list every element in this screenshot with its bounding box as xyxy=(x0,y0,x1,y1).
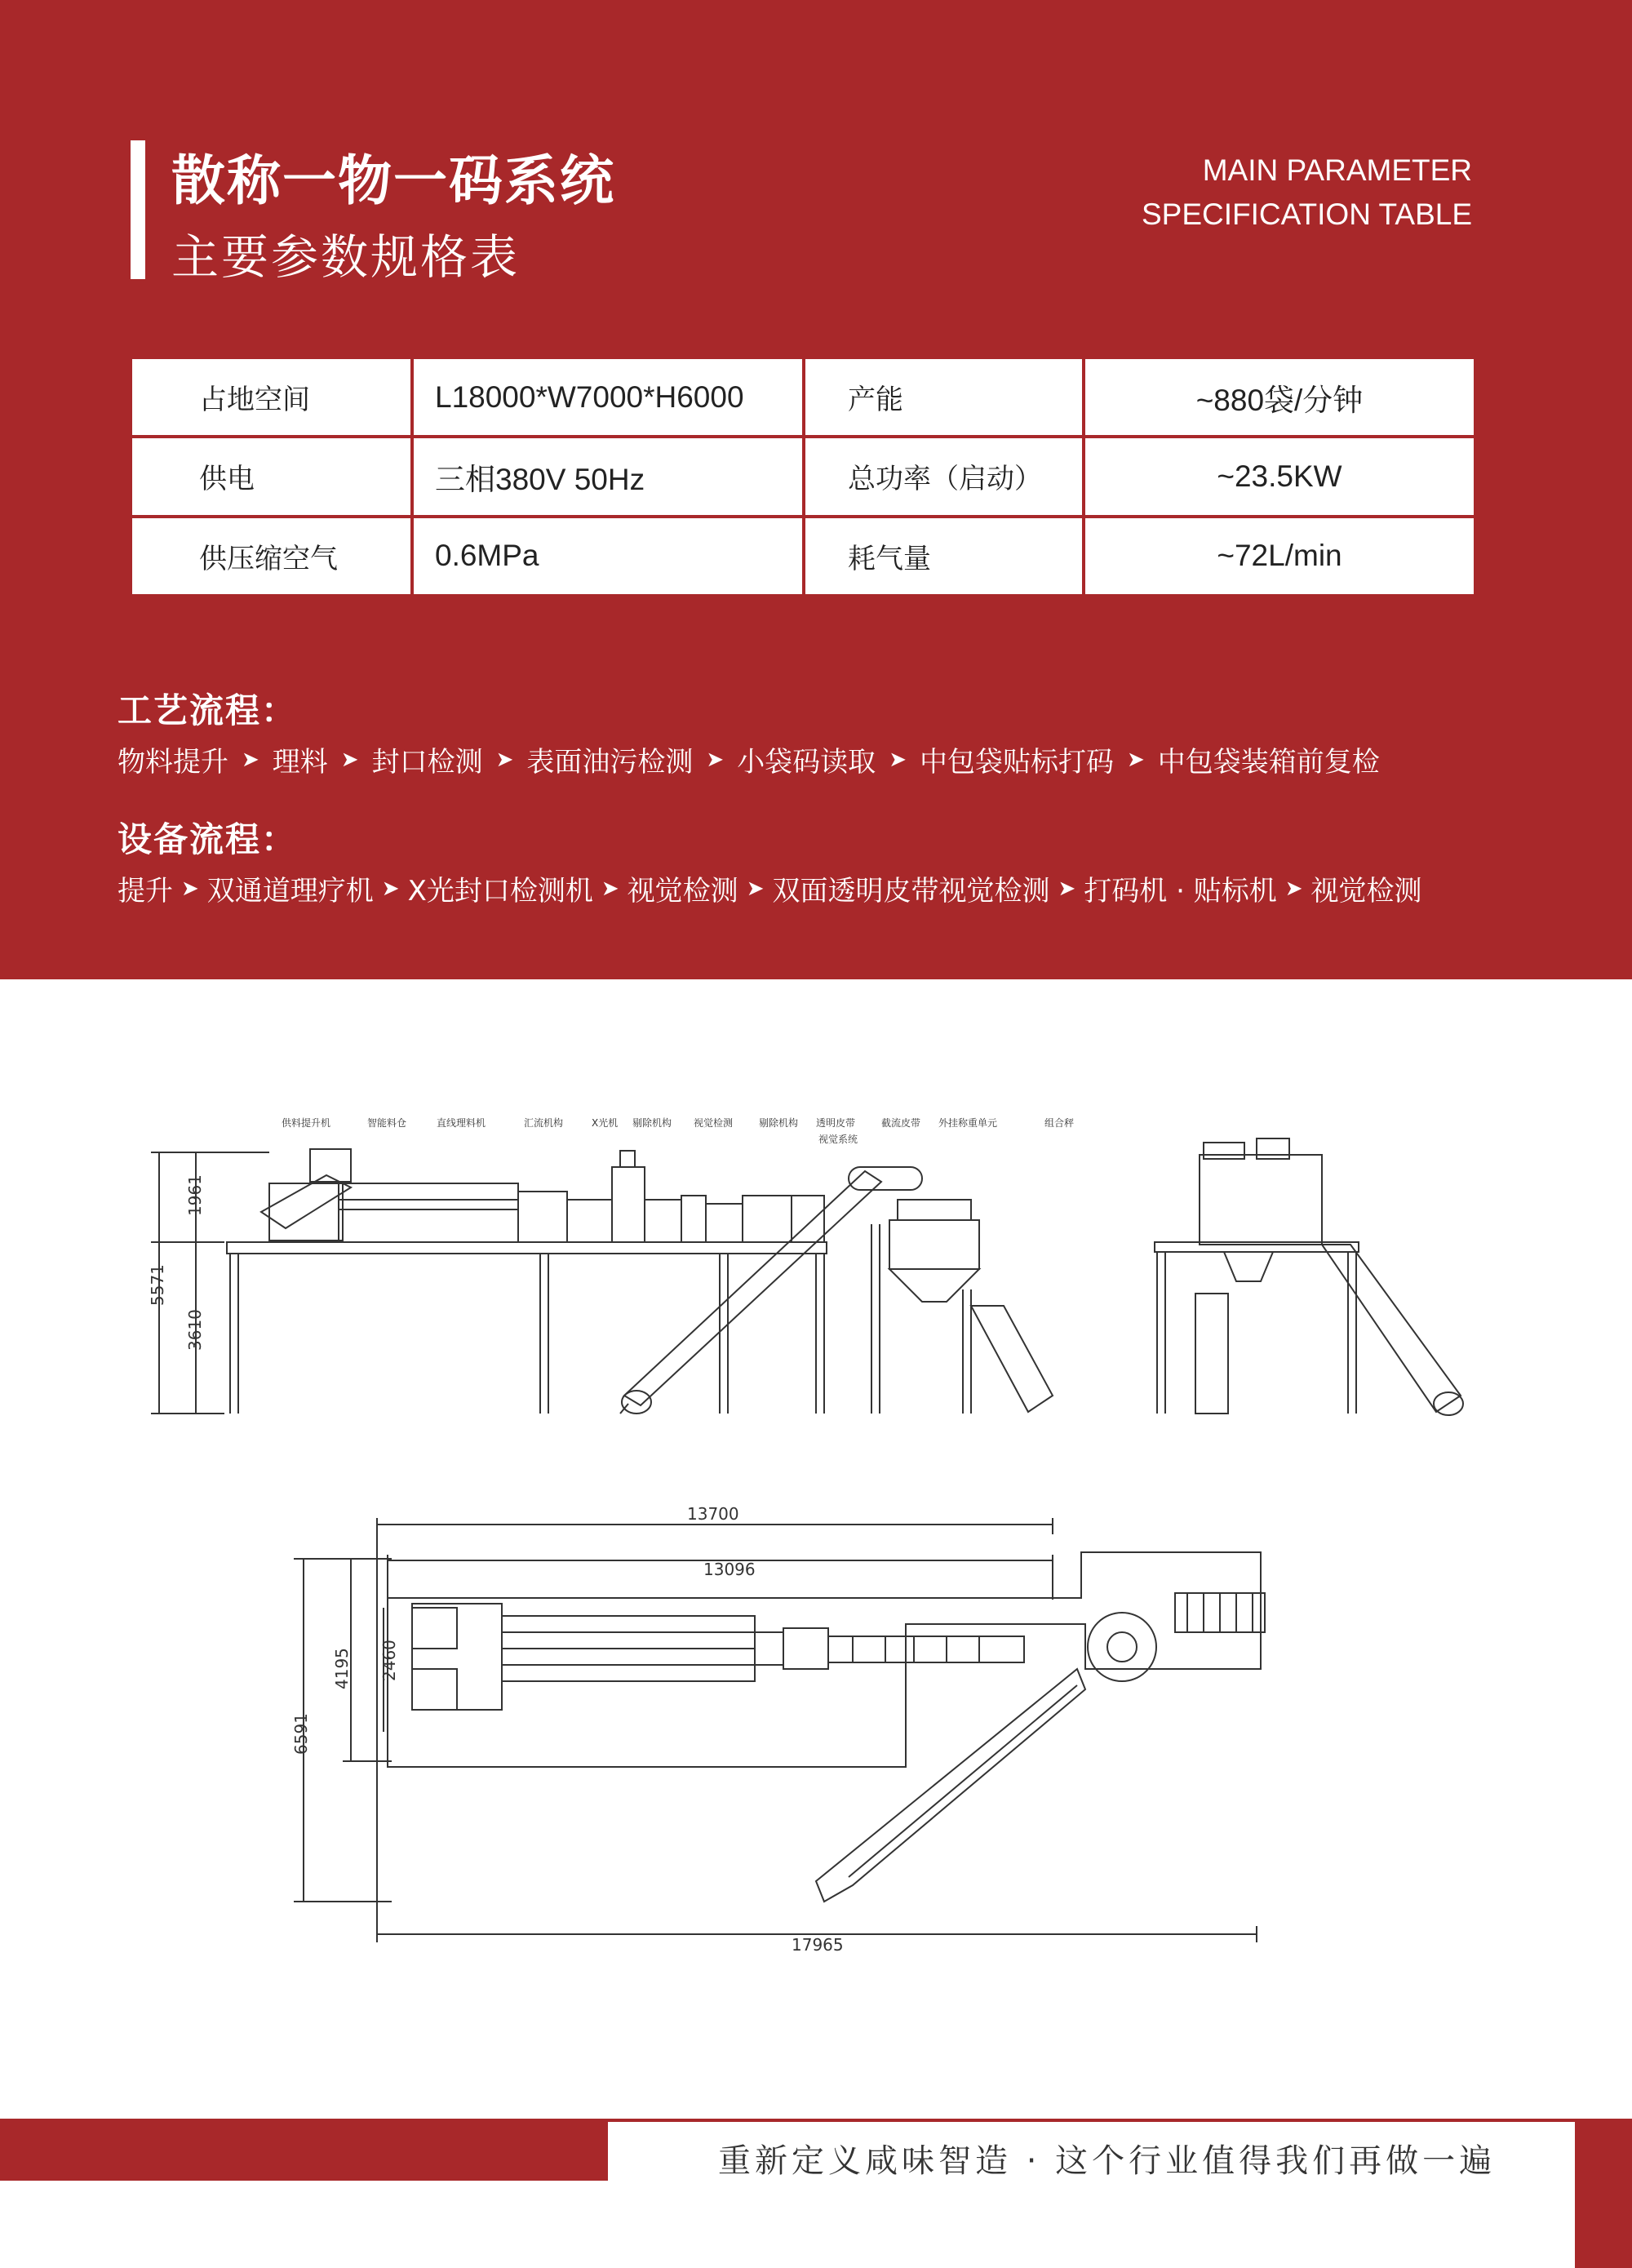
equipment-step: X光封口检测机 xyxy=(407,875,593,908)
process-flow xyxy=(118,739,1380,779)
process-step: 物料提升 xyxy=(118,746,228,779)
drawing-label: 汇流机构 xyxy=(524,1117,564,1129)
dimension-label: 17965 xyxy=(792,1935,844,1955)
drawing-label: 智能料仓 xyxy=(367,1117,407,1129)
param-value: ~880袋/分钟 xyxy=(1084,357,1475,437)
equipment-flow xyxy=(118,868,1422,908)
drawing-label: X光机 xyxy=(592,1117,619,1129)
equipment-step: 双面透明皮带视觉检测 xyxy=(772,875,1050,908)
equipment-step: 视觉检测 xyxy=(1310,875,1422,908)
english-title-line2: SPECIFICATION TABLE xyxy=(1141,198,1472,231)
page-subtitle: 主要参数规格表 xyxy=(171,229,521,285)
dimension-label: 4195 xyxy=(332,1648,352,1689)
arrow-icon: ➤ xyxy=(889,747,907,772)
footer-slogan: 重新定义咸味智造 · 这个行业值得我们再做一遍 xyxy=(718,2142,1497,2180)
table-row xyxy=(131,517,1475,596)
footer-bar-right xyxy=(1575,2119,1632,2268)
equipment-step: 双通道理疗机 xyxy=(206,875,374,908)
equipment-step: 视觉检测 xyxy=(627,875,738,908)
drawing-label: 剔除机构 xyxy=(759,1117,799,1129)
equipment-heading: 设备流程： xyxy=(118,819,298,859)
process-step: 小袋码读取 xyxy=(737,746,876,779)
dimension-label: 2460 xyxy=(379,1640,399,1681)
dimension-label: 1961 xyxy=(185,1174,205,1216)
parameter-table xyxy=(129,356,1477,597)
dimension-label: 13700 xyxy=(687,1504,739,1524)
arrow-icon: ➤ xyxy=(1126,747,1145,772)
process-step: 表面油污检测 xyxy=(526,746,694,779)
process-step: 中包袋装箱前复检 xyxy=(1157,746,1380,779)
drawing-label: 截流皮带 xyxy=(881,1117,921,1129)
drawing-label: 直线理料机 xyxy=(437,1117,486,1129)
arrow-icon: ➤ xyxy=(495,747,514,772)
dimension-label: 13096 xyxy=(703,1560,756,1579)
table-row xyxy=(131,357,1475,437)
title-accent-bar xyxy=(131,140,145,279)
footer-bar-left xyxy=(0,2119,608,2181)
dimension-label: 3610 xyxy=(185,1309,205,1351)
arrow-icon: ➤ xyxy=(1058,876,1076,901)
drawing-label: 视觉检测 xyxy=(694,1117,734,1129)
arrow-icon: ➤ xyxy=(340,747,359,772)
process-step: 理料 xyxy=(272,746,328,779)
process-heading: 工艺流程： xyxy=(118,690,298,730)
arrow-icon: ➤ xyxy=(242,747,259,772)
arrow-icon: ➤ xyxy=(706,747,725,772)
table-row xyxy=(131,437,1475,516)
drawing-label: 外挂称重单元 xyxy=(938,1117,998,1129)
dimension-label: 5571 xyxy=(148,1264,167,1306)
layout-drawing xyxy=(0,1061,1632,1999)
arrow-icon: ➤ xyxy=(746,876,765,901)
drawing-label: 组合秤 xyxy=(1044,1117,1075,1129)
english-title xyxy=(1142,149,1472,237)
param-label: 供压缩空气 xyxy=(131,517,412,596)
equipment-step: 提升 xyxy=(118,875,173,908)
drawing-label: 剔除机构 xyxy=(632,1117,672,1129)
arrow-icon: ➤ xyxy=(181,876,199,901)
dimension-label: 6591 xyxy=(291,1713,311,1755)
process-step: 封口检测 xyxy=(371,746,483,779)
param-label: 总功率（启动） xyxy=(804,437,1084,516)
param-label: 占地空间 xyxy=(131,357,412,437)
arrow-icon: ➤ xyxy=(1284,876,1303,901)
param-value: 0.6MPa xyxy=(412,517,804,596)
english-title-line1: MAIN PARAMETER xyxy=(1202,153,1472,187)
drawing-label: 透明皮带 xyxy=(816,1117,856,1129)
process-step: 中包袋贴标打码 xyxy=(919,746,1114,779)
arrow-icon: ➤ xyxy=(381,876,400,901)
param-label: 耗气量 xyxy=(804,517,1084,596)
arrow-icon: ➤ xyxy=(601,876,619,901)
param-value: L18000*W7000*H6000 xyxy=(412,357,804,437)
param-value: ~23.5KW xyxy=(1084,437,1475,516)
drawing-label: 视觉系统 xyxy=(818,1134,858,1145)
page-title: 散称一物一码系统 xyxy=(171,149,615,212)
param-label: 产能 xyxy=(804,357,1084,437)
param-value: ~72L/min xyxy=(1084,517,1475,596)
param-value: 三相380V 50Hz xyxy=(412,437,804,516)
drawing-label: 供料提升机 xyxy=(282,1117,331,1129)
param-label: 供电 xyxy=(131,437,412,516)
footer-line xyxy=(608,2119,1575,2122)
equipment-step: 打码机 · 贴标机 xyxy=(1084,875,1277,908)
